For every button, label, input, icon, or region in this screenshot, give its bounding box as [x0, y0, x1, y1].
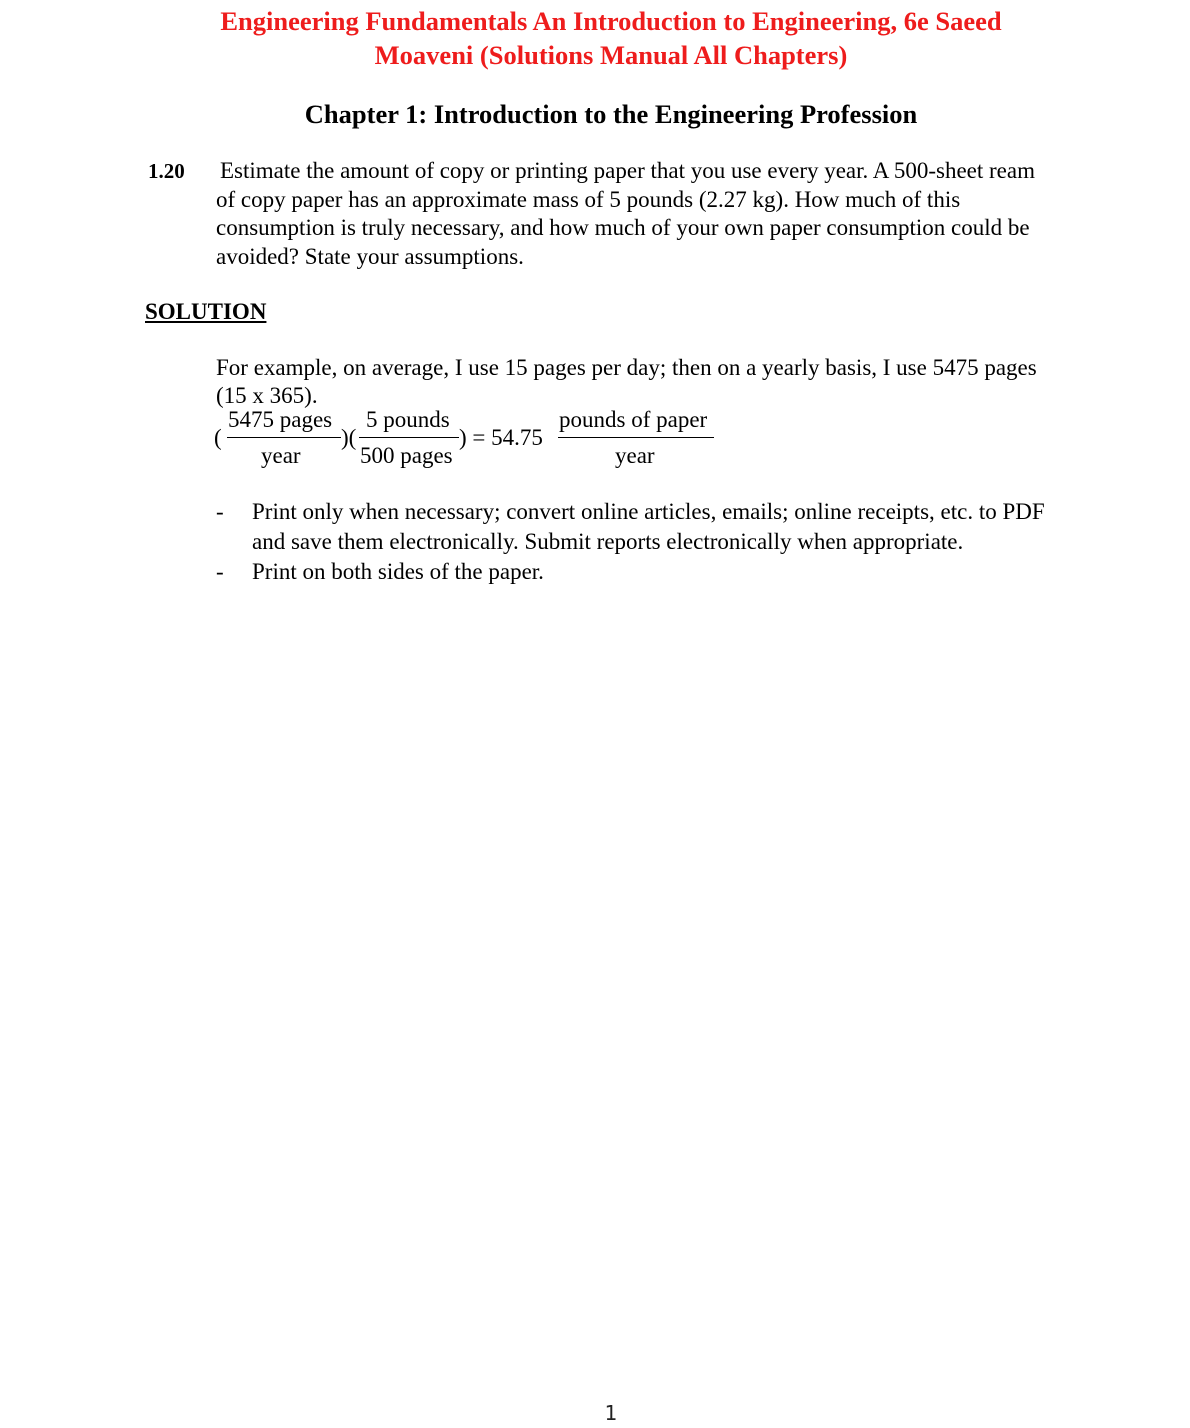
fraction-3-denominator: year [615, 443, 655, 468]
document-title-line-2: Moaveni (Solutions Manual All Chapters) [374, 40, 848, 70]
list-item [216, 497, 1116, 557]
problem-line-1: Estimate the amount of copy or printing paper that you use every year. A 500-sheet ream [220, 158, 1035, 183]
list-dash: - [216, 499, 224, 524]
document-title-line-1: Engineering Fundamentals An Introduction to Engineering, 6e Saeed [220, 6, 1002, 36]
fraction-3-numerator: pounds of paper [559, 407, 708, 432]
chapter-title: Chapter 1: Introduction to the Engineering Profession [304, 99, 918, 129]
problem-line-2: of copy paper has an approximate mass of 5 pounds (2.27 kg). How much of this [216, 186, 961, 212]
solution-intro-line-1: For example, on average, I use 15 pages per day; then on a yearly basis, I use 5475 pages [216, 355, 1037, 380]
equation-result: ) = 54.75 [459, 425, 543, 450]
fraction-2-bar [359, 437, 459, 438]
fraction-2-denominator: 500 pages [360, 443, 453, 468]
problem-line-3: consumption is truly necessary, and how much of your own paper consumption could be [216, 215, 1030, 240]
fraction-1-numerator: 5475 pages [228, 407, 333, 432]
list-dash: - [216, 559, 224, 584]
fraction-1-bar [227, 437, 341, 438]
solution-intro [216, 354, 1116, 410]
recommendation-list [216, 497, 1116, 587]
fraction-2-numerator: 5 pounds [366, 407, 450, 432]
equation-middle-parens: )( [341, 425, 357, 450]
list-item-line-2: and save them electronically. Submit reports electronically when appropriate. [252, 529, 964, 554]
calculation-equation [214, 404, 734, 472]
solution-intro-line-2: (15 x 365). [216, 383, 318, 408]
list-item [216, 557, 1116, 587]
fraction-3-bar [558, 437, 714, 438]
list-item-line-1: Print only when necessary; convert online articles, emails; online receipts, etc. to PDF [252, 499, 1045, 524]
document-title [0, 4, 1190, 72]
problem-statement [216, 157, 1096, 271]
equation-open-paren: ( [214, 425, 222, 450]
problem-line-4: avoided? State your assumptions. [216, 243, 524, 269]
page-number: 1 [604, 1401, 618, 1425]
solution-heading: SOLUTION [145, 299, 267, 324]
problem-number: 1.20 [148, 159, 185, 183]
fraction-1-denominator: year [261, 443, 301, 468]
list-item-line-1: Print on both sides of the paper. [252, 559, 544, 584]
